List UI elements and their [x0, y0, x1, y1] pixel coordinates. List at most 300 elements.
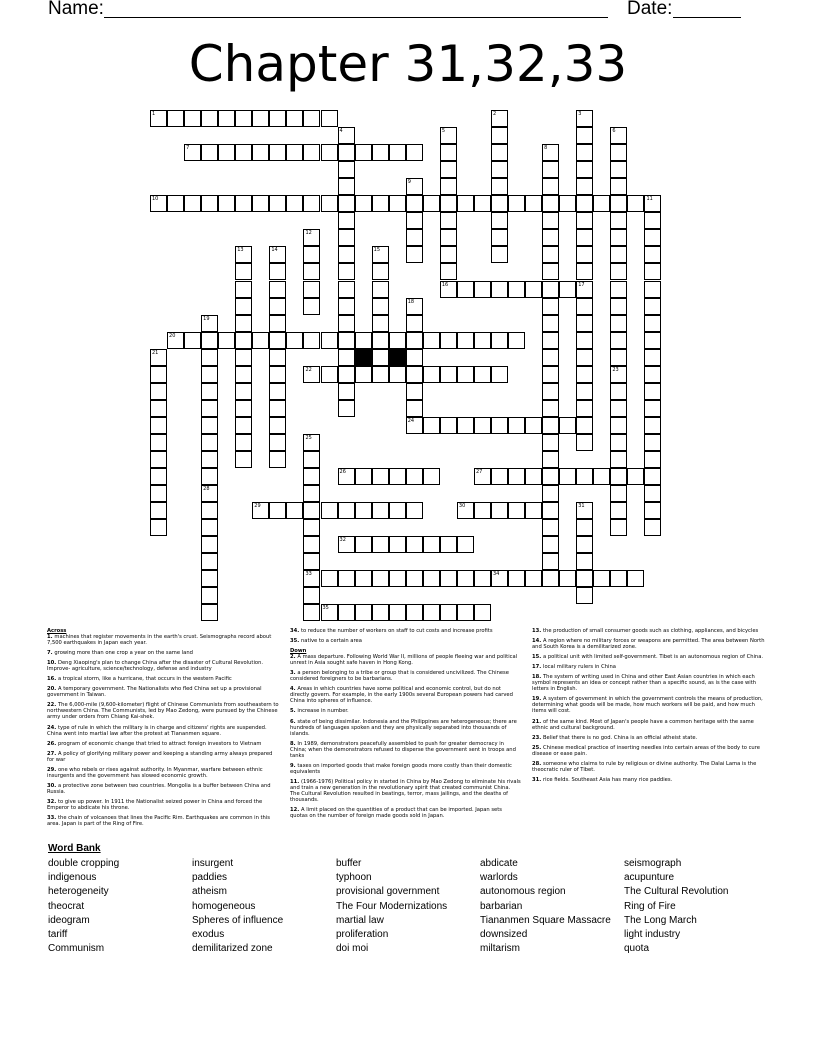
- crossword-cell[interactable]: [303, 144, 320, 161]
- crossword-cell[interactable]: [423, 570, 440, 587]
- crossword-cell[interactable]: [440, 263, 457, 280]
- crossword-cell[interactable]: [269, 502, 286, 519]
- crossword-cell[interactable]: [338, 127, 355, 144]
- crossword-cell[interactable]: [610, 451, 627, 468]
- crossword-cell[interactable]: [559, 281, 576, 298]
- crossword-cell[interactable]: [303, 587, 320, 604]
- crossword-cell[interactable]: [201, 553, 218, 570]
- crossword-cell[interactable]: [508, 281, 525, 298]
- crossword-cell[interactable]: [610, 127, 627, 144]
- crossword-cell[interactable]: [286, 110, 303, 127]
- crossword-cell[interactable]: [372, 366, 389, 383]
- crossword-cell[interactable]: [644, 298, 661, 315]
- crossword-cell[interactable]: [201, 485, 218, 502]
- crossword-cell[interactable]: [150, 400, 167, 417]
- crossword-cell[interactable]: [576, 195, 593, 212]
- crossword-cell[interactable]: [201, 468, 218, 485]
- crossword-cell[interactable]: [338, 315, 355, 332]
- crossword-cell[interactable]: [644, 332, 661, 349]
- crossword-cell[interactable]: [474, 366, 491, 383]
- crossword-cell[interactable]: [235, 349, 252, 366]
- crossword-cell[interactable]: [576, 417, 593, 434]
- crossword-cell[interactable]: [542, 281, 559, 298]
- crossword-cell[interactable]: [644, 434, 661, 451]
- crossword-cell[interactable]: [167, 195, 184, 212]
- crossword-cell[interactable]: [406, 400, 423, 417]
- crossword-cell[interactable]: [303, 536, 320, 553]
- crossword-cell[interactable]: [627, 570, 644, 587]
- crossword-cell[interactable]: [201, 604, 218, 621]
- crossword-cell[interactable]: [542, 400, 559, 417]
- crossword-cell[interactable]: [338, 570, 355, 587]
- crossword-cell[interactable]: [338, 229, 355, 246]
- crossword-cell[interactable]: [150, 417, 167, 434]
- crossword-cell[interactable]: [610, 468, 627, 485]
- crossword-cell[interactable]: [542, 536, 559, 553]
- crossword-cell[interactable]: [542, 212, 559, 229]
- crossword-cell[interactable]: [542, 161, 559, 178]
- crossword-cell[interactable]: [644, 400, 661, 417]
- crossword-cell[interactable]: [474, 468, 491, 485]
- crossword-cell[interactable]: [269, 263, 286, 280]
- crossword-cell[interactable]: [593, 570, 610, 587]
- crossword-cell[interactable]: [389, 195, 406, 212]
- crossword-cell[interactable]: [235, 144, 252, 161]
- crossword-cell[interactable]: [338, 502, 355, 519]
- crossword-cell[interactable]: [252, 110, 269, 127]
- crossword-cell[interactable]: [303, 195, 320, 212]
- crossword-cell[interactable]: [610, 178, 627, 195]
- crossword-cell[interactable]: [355, 366, 372, 383]
- crossword-cell[interactable]: [491, 366, 508, 383]
- crossword-cell[interactable]: [321, 366, 338, 383]
- crossword-cell[interactable]: [440, 604, 457, 621]
- crossword-cell[interactable]: [576, 178, 593, 195]
- crossword-cell[interactable]: [542, 298, 559, 315]
- crossword-cell[interactable]: [440, 246, 457, 263]
- crossword-cell[interactable]: [355, 144, 372, 161]
- crossword-cell[interactable]: [610, 519, 627, 536]
- crossword-cell[interactable]: [372, 281, 389, 298]
- crossword-cell[interactable]: [576, 246, 593, 263]
- crossword-cell[interactable]: [269, 434, 286, 451]
- crossword-cell[interactable]: [218, 144, 235, 161]
- crossword-cell[interactable]: [201, 110, 218, 127]
- crossword-cell[interactable]: [627, 468, 644, 485]
- crossword-cell[interactable]: [474, 417, 491, 434]
- crossword-cell[interactable]: [610, 434, 627, 451]
- crossword-cell[interactable]: [525, 570, 542, 587]
- crossword-cell[interactable]: [457, 536, 474, 553]
- crossword-cell[interactable]: [491, 281, 508, 298]
- crossword-cell[interactable]: [406, 298, 423, 315]
- crossword-cell[interactable]: [644, 502, 661, 519]
- crossword-cell[interactable]: [201, 383, 218, 400]
- crossword-cell[interactable]: [338, 536, 355, 553]
- crossword-cell[interactable]: [389, 332, 406, 349]
- crossword-cell[interactable]: [286, 195, 303, 212]
- crossword-cell[interactable]: [303, 570, 320, 587]
- crossword-cell[interactable]: [286, 502, 303, 519]
- crossword-cell[interactable]: [491, 468, 508, 485]
- crossword-cell[interactable]: [576, 587, 593, 604]
- crossword-cell[interactable]: [542, 246, 559, 263]
- crossword-cell[interactable]: [235, 366, 252, 383]
- crossword-cell[interactable]: [269, 110, 286, 127]
- crossword-cell[interactable]: [423, 332, 440, 349]
- crossword-cell[interactable]: [457, 502, 474, 519]
- crossword-cell[interactable]: [303, 281, 320, 298]
- crossword-cell[interactable]: [644, 229, 661, 246]
- crossword-cell[interactable]: [303, 332, 320, 349]
- crossword-cell[interactable]: [286, 144, 303, 161]
- crossword-cell[interactable]: [338, 263, 355, 280]
- crossword-cell[interactable]: [440, 570, 457, 587]
- crossword-cell[interactable]: [372, 315, 389, 332]
- crossword-cell[interactable]: [184, 195, 201, 212]
- crossword-cell[interactable]: [406, 229, 423, 246]
- crossword-cell[interactable]: [303, 229, 320, 246]
- crossword-cell[interactable]: [491, 246, 508, 263]
- crossword-cell[interactable]: [355, 502, 372, 519]
- crossword-cell[interactable]: [406, 604, 423, 621]
- crossword-cell[interactable]: [338, 246, 355, 263]
- crossword-cell[interactable]: [559, 417, 576, 434]
- crossword-cell[interactable]: [269, 366, 286, 383]
- crossword-cell[interactable]: [457, 570, 474, 587]
- crossword-cell[interactable]: [491, 110, 508, 127]
- crossword-cell[interactable]: [474, 570, 491, 587]
- crossword-cell[interactable]: [338, 195, 355, 212]
- crossword-cell[interactable]: [372, 536, 389, 553]
- crossword-cell[interactable]: [252, 195, 269, 212]
- crossword-cell[interactable]: [576, 161, 593, 178]
- crossword-cell[interactable]: [389, 570, 406, 587]
- crossword-cell[interactable]: [610, 298, 627, 315]
- crossword-cell[interactable]: [559, 468, 576, 485]
- crossword-cell[interactable]: [542, 144, 559, 161]
- crossword-cell[interactable]: [610, 366, 627, 383]
- crossword-cell[interactable]: [610, 315, 627, 332]
- crossword-cell[interactable]: [610, 349, 627, 366]
- crossword-cell[interactable]: [525, 502, 542, 519]
- crossword-cell[interactable]: [576, 298, 593, 315]
- crossword-cell[interactable]: [269, 281, 286, 298]
- crossword-cell[interactable]: [508, 502, 525, 519]
- crossword-cell[interactable]: [610, 195, 627, 212]
- crossword-cell[interactable]: [644, 315, 661, 332]
- crossword-cell[interactable]: [338, 349, 355, 366]
- crossword-cell[interactable]: [150, 349, 167, 366]
- crossword-cell[interactable]: [559, 195, 576, 212]
- crossword-cell[interactable]: [644, 468, 661, 485]
- crossword-cell[interactable]: [372, 144, 389, 161]
- crossword-cell[interactable]: [644, 246, 661, 263]
- crossword-cell[interactable]: [321, 604, 338, 621]
- crossword-cell[interactable]: [542, 178, 559, 195]
- crossword-cell[interactable]: [338, 332, 355, 349]
- crossword-cell[interactable]: [576, 366, 593, 383]
- crossword-cell[interactable]: [644, 212, 661, 229]
- crossword-cell[interactable]: [235, 246, 252, 263]
- crossword-cell[interactable]: [440, 417, 457, 434]
- crossword-cell[interactable]: [235, 332, 252, 349]
- crossword-cell[interactable]: [150, 434, 167, 451]
- crossword-cell[interactable]: [235, 315, 252, 332]
- crossword-cell[interactable]: [542, 349, 559, 366]
- crossword-cell[interactable]: [235, 298, 252, 315]
- crossword-cell[interactable]: [423, 417, 440, 434]
- crossword-cell[interactable]: [150, 195, 167, 212]
- crossword-cell[interactable]: [457, 195, 474, 212]
- crossword-cell[interactable]: [576, 127, 593, 144]
- crossword-cell[interactable]: [355, 332, 372, 349]
- crossword-cell[interactable]: [201, 144, 218, 161]
- crossword-cell[interactable]: [457, 332, 474, 349]
- crossword-cell[interactable]: [167, 332, 184, 349]
- crossword-cell[interactable]: [372, 570, 389, 587]
- crossword-cell[interactable]: [338, 383, 355, 400]
- crossword-cell[interactable]: [491, 212, 508, 229]
- crossword-cell[interactable]: [440, 366, 457, 383]
- crossword-cell[interactable]: [235, 383, 252, 400]
- crossword-cell[interactable]: [218, 110, 235, 127]
- crossword-cell[interactable]: [644, 281, 661, 298]
- crossword-cell[interactable]: [406, 468, 423, 485]
- crossword-cell[interactable]: [321, 332, 338, 349]
- crossword-cell[interactable]: [542, 519, 559, 536]
- crossword-cell[interactable]: [372, 502, 389, 519]
- crossword-cell[interactable]: [542, 417, 559, 434]
- crossword-cell[interactable]: [491, 417, 508, 434]
- crossword-cell[interactable]: [150, 366, 167, 383]
- crossword-cell[interactable]: [201, 332, 218, 349]
- crossword-cell[interactable]: [576, 144, 593, 161]
- crossword-cell[interactable]: [406, 178, 423, 195]
- crossword-cell[interactable]: [542, 451, 559, 468]
- crossword-cell[interactable]: [355, 536, 372, 553]
- crossword-cell[interactable]: [150, 485, 167, 502]
- crossword-cell[interactable]: [593, 468, 610, 485]
- crossword-cell[interactable]: [542, 553, 559, 570]
- crossword-cell[interactable]: [491, 178, 508, 195]
- crossword-cell[interactable]: [303, 468, 320, 485]
- crossword-cell[interactable]: [406, 366, 423, 383]
- crossword-cell[interactable]: [610, 400, 627, 417]
- crossword-cell[interactable]: [303, 451, 320, 468]
- crossword-cell[interactable]: [491, 332, 508, 349]
- crossword-cell[interactable]: [389, 536, 406, 553]
- crossword-cell[interactable]: [201, 451, 218, 468]
- crossword-cell[interactable]: [406, 315, 423, 332]
- crossword-cell[interactable]: [338, 212, 355, 229]
- crossword-cell[interactable]: [610, 263, 627, 280]
- crossword-cell[interactable]: [542, 485, 559, 502]
- crossword-cell[interactable]: [235, 110, 252, 127]
- crossword-cell[interactable]: [372, 349, 389, 366]
- crossword-cell[interactable]: [406, 570, 423, 587]
- crossword-cell[interactable]: [576, 332, 593, 349]
- crossword-cell[interactable]: [372, 195, 389, 212]
- crossword-cell[interactable]: [201, 434, 218, 451]
- crossword-cell[interactable]: [576, 502, 593, 519]
- crossword-cell[interactable]: [576, 229, 593, 246]
- crossword-cell[interactable]: [150, 468, 167, 485]
- crossword-cell[interactable]: [610, 281, 627, 298]
- crossword-cell[interactable]: [338, 400, 355, 417]
- crossword-cell[interactable]: [542, 570, 559, 587]
- crossword-cell[interactable]: [303, 553, 320, 570]
- crossword-cell[interactable]: [269, 144, 286, 161]
- crossword-cell[interactable]: [457, 417, 474, 434]
- crossword-cell[interactable]: [627, 195, 644, 212]
- crossword-cell[interactable]: [150, 519, 167, 536]
- crossword-cell[interactable]: [321, 144, 338, 161]
- crossword-cell[interactable]: [440, 536, 457, 553]
- crossword-cell[interactable]: [303, 246, 320, 263]
- crossword-cell[interactable]: [542, 195, 559, 212]
- crossword-cell[interactable]: [610, 212, 627, 229]
- crossword-cell[interactable]: [576, 315, 593, 332]
- crossword-cell[interactable]: [644, 451, 661, 468]
- crossword-cell[interactable]: [252, 144, 269, 161]
- crossword-cell[interactable]: [491, 570, 508, 587]
- crossword-cell[interactable]: [491, 229, 508, 246]
- crossword-cell[interactable]: [201, 349, 218, 366]
- crossword-cell[interactable]: [542, 315, 559, 332]
- crossword-cell[interactable]: [338, 144, 355, 161]
- crossword-cell[interactable]: [576, 212, 593, 229]
- crossword-cell[interactable]: [321, 570, 338, 587]
- crossword-cell[interactable]: [235, 417, 252, 434]
- crossword-cell[interactable]: [610, 502, 627, 519]
- crossword-cell[interactable]: [286, 332, 303, 349]
- crossword-cell[interactable]: [644, 195, 661, 212]
- crossword-cell[interactable]: [474, 195, 491, 212]
- crossword-cell[interactable]: [508, 468, 525, 485]
- crossword-cell[interactable]: [610, 229, 627, 246]
- crossword-cell[interactable]: [269, 298, 286, 315]
- crossword-cell[interactable]: [389, 468, 406, 485]
- crossword-cell[interactable]: [491, 127, 508, 144]
- crossword-cell[interactable]: [201, 315, 218, 332]
- crossword-cell[interactable]: [303, 434, 320, 451]
- crossword-cell[interactable]: [201, 519, 218, 536]
- crossword-cell[interactable]: [423, 604, 440, 621]
- crossword-cell[interactable]: [338, 281, 355, 298]
- crossword-cell[interactable]: [150, 502, 167, 519]
- crossword-cell[interactable]: [491, 144, 508, 161]
- crossword-cell[interactable]: [252, 332, 269, 349]
- crossword-cell[interactable]: [542, 468, 559, 485]
- crossword-cell[interactable]: [440, 161, 457, 178]
- crossword-cell[interactable]: [269, 383, 286, 400]
- crossword-cell[interactable]: [406, 246, 423, 263]
- crossword-cell[interactable]: [201, 536, 218, 553]
- crossword-cell[interactable]: [338, 178, 355, 195]
- crossword-cell[interactable]: [610, 383, 627, 400]
- crossword-cell[interactable]: [406, 212, 423, 229]
- crossword-cell[interactable]: [201, 587, 218, 604]
- crossword-cell[interactable]: [542, 332, 559, 349]
- crossword-cell[interactable]: [474, 332, 491, 349]
- crossword-cell[interactable]: [406, 536, 423, 553]
- crossword-cell[interactable]: [644, 519, 661, 536]
- crossword-cell[interactable]: [474, 604, 491, 621]
- crossword-cell[interactable]: [372, 468, 389, 485]
- crossword-cell[interactable]: [303, 485, 320, 502]
- crossword-cell[interactable]: [338, 161, 355, 178]
- crossword-cell[interactable]: [644, 366, 661, 383]
- crossword-cell[interactable]: [525, 281, 542, 298]
- crossword-cell[interactable]: [491, 195, 508, 212]
- crossword-cell[interactable]: [355, 195, 372, 212]
- crossword-cell[interactable]: [542, 229, 559, 246]
- crossword-cell[interactable]: [423, 195, 440, 212]
- crossword-cell[interactable]: [338, 468, 355, 485]
- crossword-cell[interactable]: [525, 417, 542, 434]
- crossword-cell[interactable]: [201, 502, 218, 519]
- crossword-cell[interactable]: [610, 570, 627, 587]
- crossword-cell[interactable]: [406, 349, 423, 366]
- crossword-cell[interactable]: [610, 417, 627, 434]
- crossword-cell[interactable]: [235, 451, 252, 468]
- crossword-cell[interactable]: [269, 451, 286, 468]
- crossword-cell[interactable]: [610, 246, 627, 263]
- crossword-cell[interactable]: [491, 161, 508, 178]
- crossword-cell[interactable]: [303, 519, 320, 536]
- crossword-cell[interactable]: [406, 417, 423, 434]
- crossword-cell[interactable]: [576, 519, 593, 536]
- crossword-cell[interactable]: [218, 195, 235, 212]
- crossword-cell[interactable]: [406, 332, 423, 349]
- crossword-cell[interactable]: [269, 315, 286, 332]
- crossword-cell[interactable]: [406, 195, 423, 212]
- crossword-cell[interactable]: [372, 263, 389, 280]
- crossword-cell[interactable]: [150, 451, 167, 468]
- crossword-cell[interactable]: [440, 195, 457, 212]
- crossword-cell[interactable]: [406, 144, 423, 161]
- crossword-cell[interactable]: [269, 417, 286, 434]
- crossword-cell[interactable]: [576, 281, 593, 298]
- crossword-cell[interactable]: [525, 195, 542, 212]
- crossword-cell[interactable]: [644, 263, 661, 280]
- crossword-cell[interactable]: [406, 383, 423, 400]
- crossword-cell[interactable]: [610, 144, 627, 161]
- crossword-cell[interactable]: [542, 366, 559, 383]
- crossword-cell[interactable]: [303, 110, 320, 127]
- crossword-cell[interactable]: [252, 502, 269, 519]
- crossword-cell[interactable]: [389, 502, 406, 519]
- crossword-cell[interactable]: [423, 366, 440, 383]
- crossword-cell[interactable]: [321, 195, 338, 212]
- crossword-cell[interactable]: [593, 195, 610, 212]
- crossword-cell[interactable]: [440, 229, 457, 246]
- crossword-cell[interactable]: [389, 144, 406, 161]
- crossword-cell[interactable]: [644, 349, 661, 366]
- crossword-cell[interactable]: [355, 468, 372, 485]
- crossword-cell[interactable]: [576, 110, 593, 127]
- crossword-cell[interactable]: [440, 212, 457, 229]
- crossword-cell[interactable]: [440, 332, 457, 349]
- crossword-cell[interactable]: [372, 604, 389, 621]
- crossword-cell[interactable]: [576, 468, 593, 485]
- crossword-cell[interactable]: [184, 144, 201, 161]
- crossword-cell[interactable]: [269, 246, 286, 263]
- crossword-cell[interactable]: [542, 383, 559, 400]
- crossword-cell[interactable]: [338, 298, 355, 315]
- crossword-cell[interactable]: [576, 400, 593, 417]
